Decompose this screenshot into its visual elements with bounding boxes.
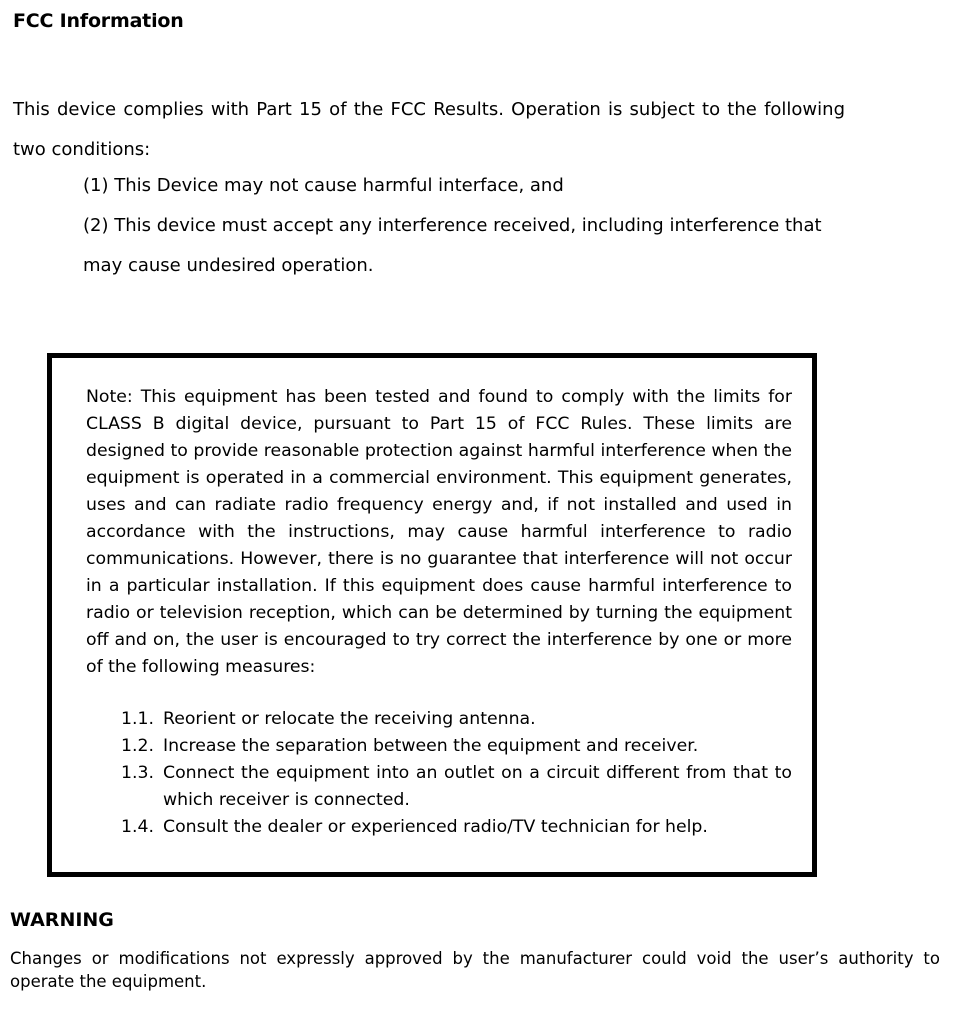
intro-paragraph: This device complies with Part 15 of the FCC Results. Operation is subject to the following two conditions:: [13, 99, 845, 160]
page-title: FCC Information: [13, 10, 184, 32]
measure-number: 1.2.: [121, 736, 154, 756]
measure-number: 1.3.: [121, 763, 154, 783]
warning-heading: WARNING: [10, 909, 114, 931]
note-paragraph: Note: This equipment has been tested and found to comply with the limits for CLASS B digital device, pursuant to Part 15 of FCC Rules. These limits are designed to provide reasonable protection against harmful interference when the equipment is operated in a commercial environment. This equipment generates, uses and can radiate radio frequency energy and, if not installed and used in accordance with the instructions, may cause harmful interference to radio communications. However, there is no guarantee that interference will not occur in a particular installation. If this equipment does cause harmful interference to radio or television reception, which can be determined by turning the equipment off and on, the user is encouraged to try correct the interference by one or more of the following measures:: [86, 387, 792, 677]
measure-item: [121, 760, 792, 814]
measure-text: Increase the separation between the equipment and receiver.: [163, 736, 699, 756]
warning-paragraph: Changes or modifications not expressly approved by the manufacturer could void the user’s authority to operate the equipment.: [10, 949, 940, 991]
note-box: [47, 353, 817, 877]
measure-text: Reorient or relocate the receiving antenna.: [163, 709, 536, 729]
measure-number: 1.1.: [121, 709, 154, 729]
measure-item: [121, 814, 792, 841]
measures-list: [121, 706, 792, 841]
condition-item: (1) This Device may not cause harmful interface, and: [83, 175, 564, 196]
measure-item: [121, 706, 792, 733]
measure-item: [121, 733, 792, 760]
measure-number: 1.4.: [121, 817, 154, 837]
measure-text: Consult the dealer or experienced radio/TV technician for help.: [163, 817, 708, 837]
measure-text: Connect the equipment into an outlet on a circuit different from that to which receiver is connected.: [163, 763, 792, 810]
conditions-list: [83, 166, 845, 286]
condition-item: (2) This device must accept any interference received, including interference that may cause undesired operation.: [83, 215, 822, 276]
